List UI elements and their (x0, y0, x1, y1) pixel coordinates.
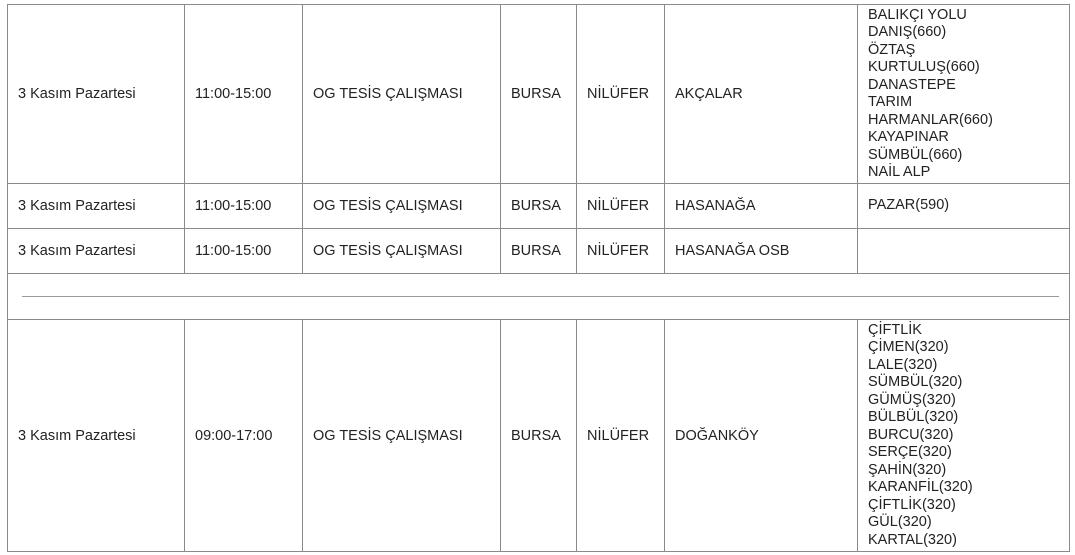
cell-city: BURSA (501, 229, 577, 274)
cell-city: BURSA (501, 184, 577, 229)
street-item: KAYAPINAR (868, 129, 949, 145)
street-item: KARTAL(320) (868, 531, 957, 548)
cell-streets (858, 229, 1070, 274)
cell-area: HASANAĞA OSB (665, 229, 858, 274)
street-item: NAİL ALP (868, 164, 931, 180)
street-item: GÜL(320) (868, 514, 932, 531)
cell-work: OG TESİS ÇALIŞMASI (303, 5, 501, 184)
cell-district: NİLÜFER (577, 229, 665, 274)
street-item: BALIKÇI YOLU (868, 6, 967, 23)
cell-city: BURSA (501, 5, 577, 184)
street-item: TARIM (868, 94, 913, 110)
street-item: SÜMBÜL(320) (868, 374, 963, 391)
street-item: ÇİFTLİK (868, 321, 922, 338)
street-item: BURCU(320) (868, 426, 954, 443)
cell-district: NİLÜFER (577, 5, 665, 184)
cell-time: 09:00-17:00 (185, 320, 303, 552)
street-item: GÜMÜŞ(320) (868, 391, 956, 408)
table-row (8, 320, 1070, 552)
separator-row (8, 274, 1070, 320)
cell-work: OG TESİS ÇALIŞMASI (303, 229, 501, 274)
cell-date: 3 Kasım Pazartesi (8, 320, 185, 552)
table-row (8, 184, 1070, 229)
table-row (8, 5, 1070, 184)
cell-streets (858, 5, 1070, 184)
cell-time: 11:00-15:00 (185, 5, 303, 184)
divider (22, 296, 1059, 297)
street-item: PAZAR(590) (868, 197, 950, 214)
street-item: HARMANLAR(660) (868, 111, 993, 128)
cell-area: AKÇALAR (665, 5, 858, 184)
street-item: ŞAHİN(320) (868, 461, 947, 478)
table-row (8, 229, 1070, 274)
street-item: KURTULUŞ(660) (868, 59, 980, 75)
cell-district: NİLÜFER (577, 320, 665, 552)
street-item: DANIŞ(660) (868, 24, 947, 40)
outage-table (7, 4, 1070, 552)
street-item: BÜLBÜL(320) (868, 409, 959, 426)
street-item: KARANFİL(320) (868, 479, 973, 496)
street-item: DANASTEPE (868, 76, 956, 93)
separator-cell (8, 274, 1070, 320)
cell-time: 11:00-15:00 (185, 184, 303, 229)
street-item: LALE(320) (868, 356, 938, 373)
cell-work: OG TESİS ÇALIŞMASI (303, 184, 501, 229)
cell-time: 11:00-15:00 (185, 229, 303, 274)
cell-date: 3 Kasım Pazartesi (8, 5, 185, 184)
street-item: ÖZTAŞ (868, 41, 916, 58)
cell-city: BURSA (501, 320, 577, 552)
street-item: ÇİMEN(320) (868, 339, 949, 356)
cell-district: NİLÜFER (577, 184, 665, 229)
cell-area: DOĞANKÖY (665, 320, 858, 552)
street-item: SÜMBÜL(660) (868, 146, 963, 163)
cell-date: 3 Kasım Pazartesi (8, 229, 185, 274)
cell-date: 3 Kasım Pazartesi (8, 184, 185, 229)
street-item: SERÇE(320) (868, 444, 952, 461)
cell-work: OG TESİS ÇALIŞMASI (303, 320, 501, 552)
cell-streets (858, 184, 1070, 229)
cell-area: HASANAĞA (665, 184, 858, 229)
cell-streets (858, 320, 1070, 552)
street-item: ÇİFTLİK(320) (868, 496, 956, 513)
